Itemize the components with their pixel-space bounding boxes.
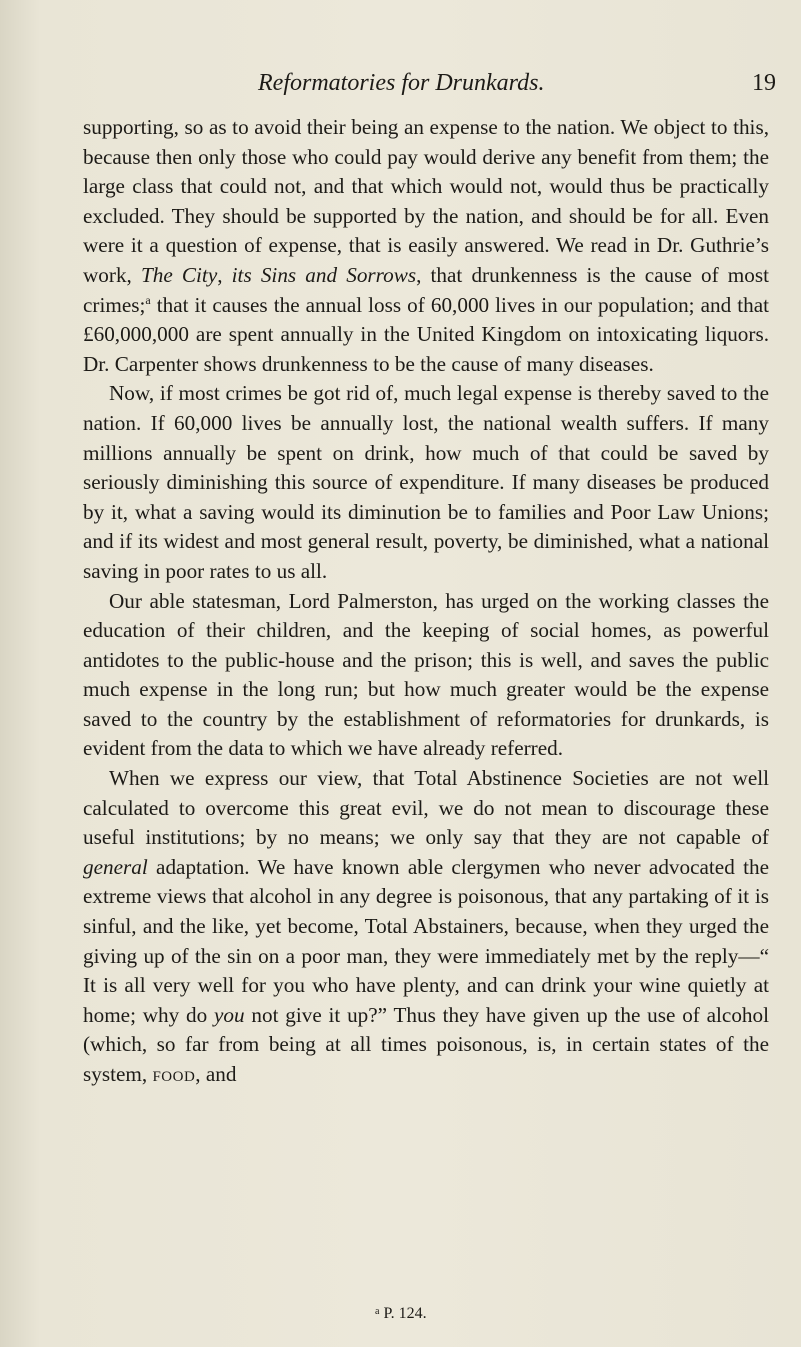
body-text [83, 113, 769, 1090]
paragraph [83, 379, 769, 586]
small-caps-text: food [152, 1062, 196, 1086]
footnote-marker: a [375, 1306, 380, 1317]
text-run: When we express our view, that Total Abstinence Societies are not well calculated to overcome this great evil, we do not mean to discourage these useful institutions; by no means; we only say that they are not capable of [83, 766, 769, 850]
paragraph [83, 587, 769, 765]
italic-text: general [83, 854, 148, 879]
italic-text: The City [140, 262, 218, 287]
footnote-reference: a [145, 292, 151, 307]
text-run: , [217, 262, 232, 287]
footnote [375, 1305, 427, 1323]
text-run: Our able statesman, Lord Palmerston, has urged on the working classes the education of their children, and the keeping of social homes, as powerful antidotes to the public-house and the prison; this is well, and saves the public much expense in the long run; but how much greater would be the expense saved to the country by the establishment of reformatories for drunkards, is evident from the data to which we have already referred. [83, 588, 769, 761]
italic-text: you [214, 1002, 245, 1027]
running-title: Reformatories for Drunkards. [258, 70, 545, 96]
paragraph [83, 764, 769, 1090]
italic-text: its Sins and Sorrows [231, 262, 417, 287]
text-run: , that drunkenness is the cause of most crimes; [83, 262, 770, 317]
text-run: adaptation. We have known able clergymen who never advocated the extreme views that alcohol in any degree is poisonous, that any partaking of it is sinful, and the like, yet become, Total Abstainers, because, when they urged the giving up of the sin on a poor man, they were immediately met by the reply—“ It is all very well for you who have plenty, and can drink your wine quietly at home; why do [83, 854, 769, 1027]
text-run: supporting, so as to avoid their being an expense to the nation. We object to this, because then only those who could pay would derive any benefit from them; the large class that could not, and that which would not, would thus be practically excluded. They should be supported by the nation, and should be for all. Even were it a question of expense, that is easily answered. We read in Dr. Guthrie’s work, [83, 115, 769, 287]
text-run: , and [195, 1062, 237, 1086]
page-header [0, 70, 801, 104]
text-run: that it causes the annual loss of 60,000 lives in our population; and that £60,000,000 are spent annually in the United Kingdom on intoxicating liquors. Dr. Carpenter shows drunkenness to be the cause of many diseases. [83, 292, 769, 376]
paragraph [83, 113, 769, 379]
text-run: Now, if most crimes be got rid of, much legal expense is thereby saved to the nation. If 60,000 lives be annually lost, the national wealth suffers. If many millions annually be spent on drink, how much of that could be saved by seriously diminishing this source of expenditure. If many diseases be produced by it, what a saving would its diminution be to families and Poor Law Unions; and if its widest and most general result, poverty, be diminished, what a national saving in poor rates to us all. [83, 381, 769, 583]
footnote-text: P. 124. [379, 1305, 427, 1322]
page-number: 19 [752, 70, 776, 96]
text-run: not give it up?” Thus they have given up the use of alcohol (which, so far from being at all times poisonous, is, in certain states of the system, [83, 1002, 769, 1086]
